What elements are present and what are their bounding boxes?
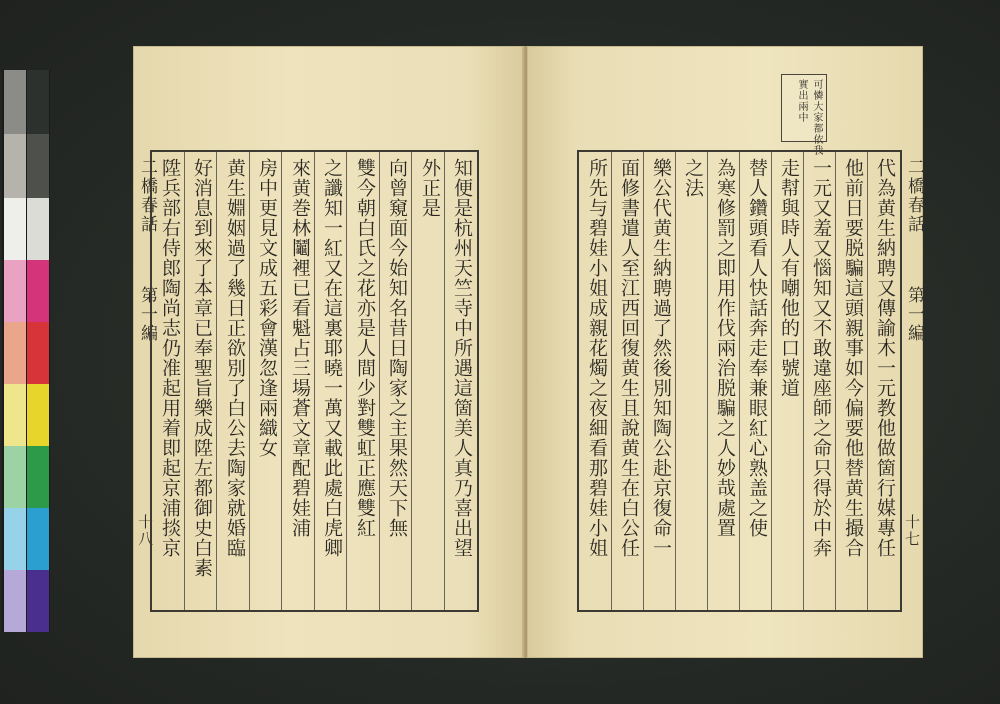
- left-text-line-1: 知便是杭州天竺寺中所遇這箇美人真乃喜出望: [451, 158, 473, 558]
- right-folio: 十七: [903, 514, 921, 548]
- right-side-title: 二橋春話: [904, 158, 924, 234]
- right-side-section: 第一編: [904, 286, 924, 343]
- left-side-section: 第一編: [137, 286, 157, 343]
- right-text-line-9: 面修書遣人至江西回復黄生且說黄生在白公任: [618, 158, 640, 558]
- left-text-line-2: 外正是: [419, 158, 441, 218]
- right-text-frame: [577, 150, 902, 612]
- left-text-line-5: 之讖知一紅又在這裏耶曉一萬又載此處白虎卿: [321, 158, 343, 558]
- color-calibration-strip: [2, 70, 50, 632]
- left-text-frame: [150, 150, 479, 612]
- right-text-line-10: 所先与碧娃小姐成親花燭之夜細看那碧娃小姐: [586, 158, 608, 558]
- left-text-line-6: 來黄巻林鬮裡已看魁占三場蒼文章配碧娃浦: [289, 158, 311, 538]
- left-page: [133, 46, 525, 658]
- left-text-line-4: 雙今朝白氏之花亦是人間少對雙虹正應雙紅: [354, 158, 376, 538]
- right-text-line-7: 之法: [682, 158, 704, 198]
- left-text-line-8: 黄生婣姻過了幾日正欲別了白公去陶家就婚臨: [224, 158, 246, 558]
- right-text-line-1: 代為黄生納聘又傳諭木一元教他做箇行媒專任: [874, 158, 896, 558]
- right-text-line-2: 他前日要脱騙這頭親事如今偏要他替黄生撮合: [842, 158, 864, 558]
- left-text-line-7: 房中更見文成五彩會漢忽逢兩織女: [256, 158, 278, 458]
- right-text-line-5: 替人鑽頭看人快話奔走奉兼眼紅心熟盖之使: [746, 158, 768, 538]
- right-text-line-6: 為寒修罰之即用作伐兩治脱騙之人妙哉處置: [714, 158, 736, 538]
- left-side-title: 二橋春話: [137, 158, 157, 234]
- left-text-line-3: 向曾窺面今始知名昔日陶家之主果然天下無: [386, 158, 408, 538]
- right-text-line-8: 樂公代黄生納聘過了然後別知陶公赴京復命一: [650, 158, 672, 558]
- right-text-line-3: 一元又羞又惱知又不敢違座師之命只得於中奔: [810, 158, 832, 558]
- left-text-line-10: 陞兵部右侍郎陶尚志仍准起用着即起京浦掞京: [159, 158, 181, 558]
- marginal-note-box: [781, 74, 827, 156]
- marginal-note-line-2: 實出兩中: [796, 79, 807, 123]
- left-folio: 十八: [136, 514, 154, 548]
- right-page: [527, 46, 923, 658]
- marginal-note-line-1: 可憐大家都依我: [811, 79, 822, 156]
- right-text-line-4: 走幇與時人有嘲他的口號道: [778, 158, 800, 398]
- left-text-line-9: 好消息到來了本章已奉聖旨樂成陞左都御史白素: [191, 158, 213, 578]
